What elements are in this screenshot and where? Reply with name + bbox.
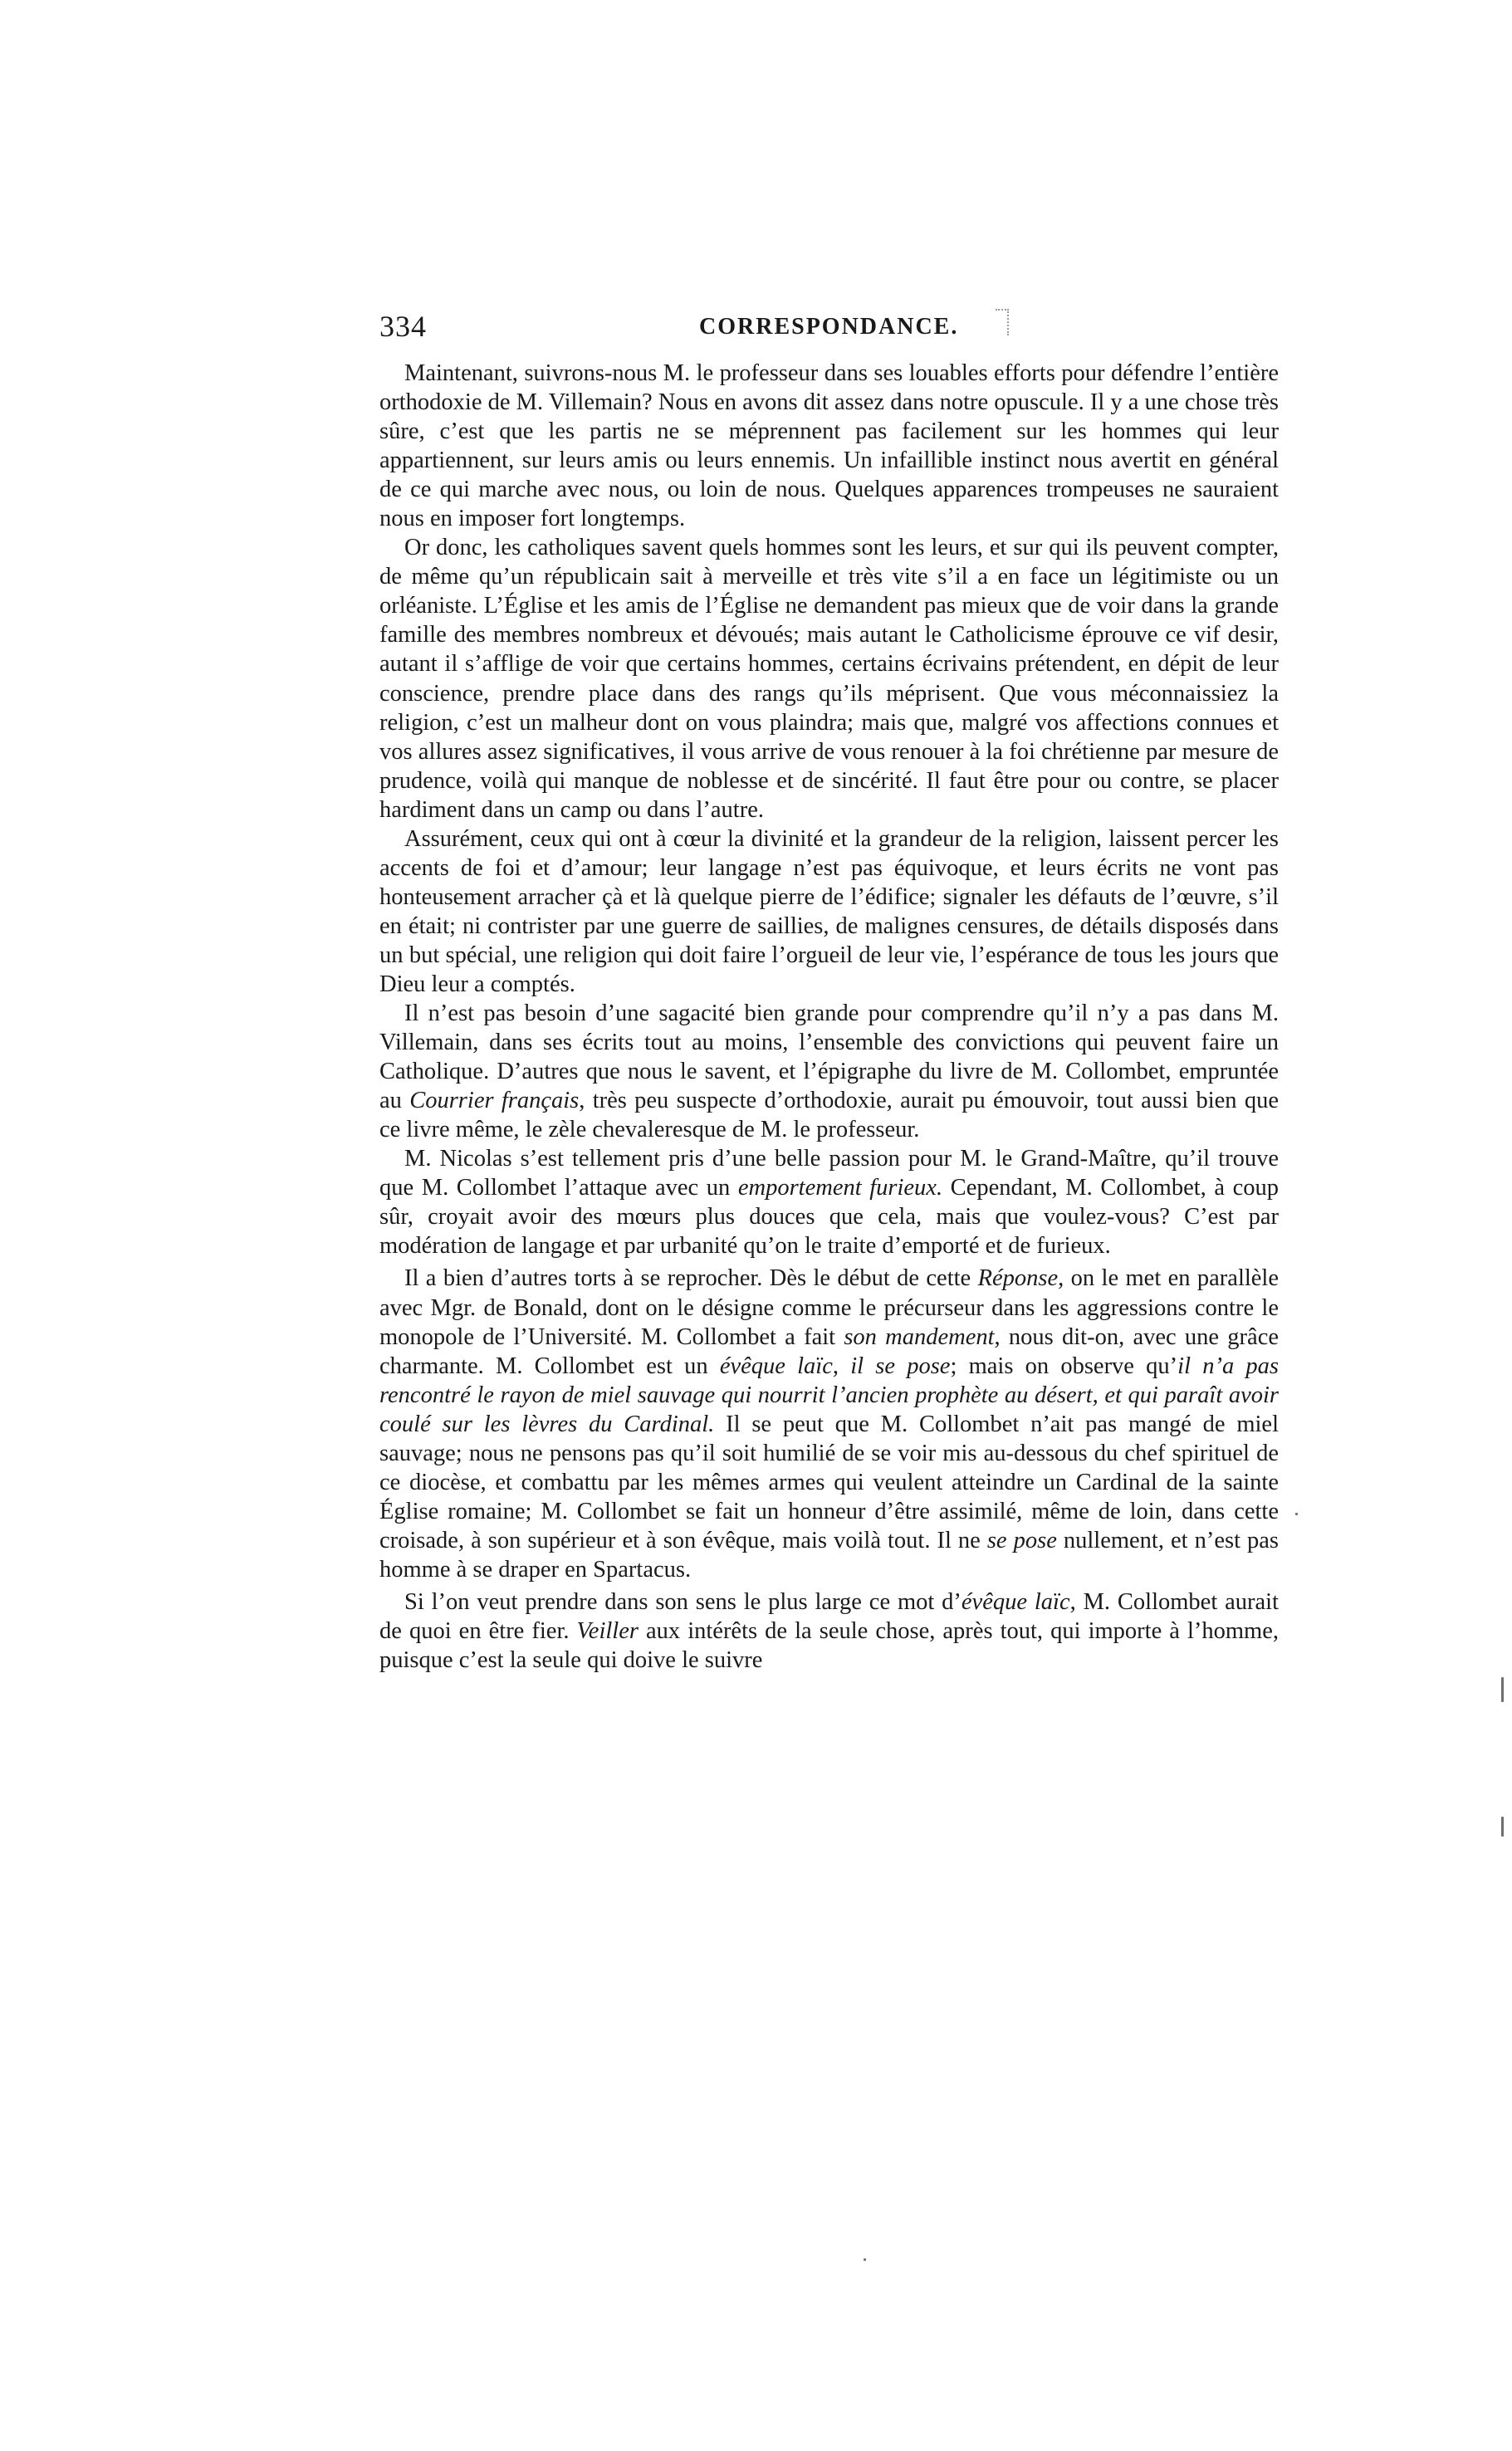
- library-stamp-mark: [996, 309, 1009, 335]
- text-run: ; mais on observe qu’: [950, 1353, 1178, 1379]
- paragraph-5: [379, 1144, 1279, 1260]
- scan-speck: [1501, 1677, 1504, 1702]
- text-run: , nous dit-on, avec une grâce charmante. M. Collombet est un: [379, 1323, 1279, 1379]
- text-run: , on le met en parallèle avec Mgr. de Bonald, dont on le désigne comme le précurseur dans les aggressions contre le monopole de l’Université. M. Collombet a fait: [379, 1265, 1279, 1350]
- paragraph-4: [379, 999, 1279, 1144]
- text-run: Or donc, les catholiques savent quels hommes sont les leurs, et sur qui ils peuvent compter, de même qu’un républicain sait à merveille et très vite s’il a en face un légitimiste ou un orléaniste. L’Église et les amis de l’Église ne demandent pas mieux que de voir dans la grande famille des membres nombreux et dévoués; mais autant le Catholicisme éprouve ce vif desir, autant il s’afflige de voir que certains hommes, certains écrivains prétendent, en dépit de leur conscience, prendre place dans des rangs qu’ils méprisent. Que vous méconnaissiez la religion, c’est un malheur dont on vous plaindra; mais que, malgré vos affections connues et vos allures assez significatives, il vous arrive de vous renouer à la foi chrétienne par mesure de prudence, voilà qui manque de noblesse et de sincérité. Il faut être pour ou contre, se placer hardiment dans un camp ou dans l’autre.: [379, 535, 1279, 823]
- page-header: [379, 309, 1279, 350]
- paragraph-2: [379, 533, 1279, 824]
- italic-quote: il n’a pas rencontré le rayon de miel sauvage qui nourrit l’ancien prophète au désert, et qui paraît avoir coulé sur les lèvres du Cardinal.: [379, 1353, 1280, 1437]
- paragraph-3: [379, 824, 1279, 999]
- text-run: M. Nicolas s’est tellement pris d’une belle passion pour M. le Grand-Maître, qu’il trouve que M. Collombet l’attaque avec un: [379, 1146, 1279, 1201]
- italic-title: Réponse: [977, 1265, 1059, 1292]
- italic-quote: il se pose: [850, 1353, 951, 1379]
- text-run: Il n’est pas besoin d’une sagacité bien grande pour comprendre qu’il n’y a pas dans M. Villemain, dans ses écrits tout au moins, l’ensemble des convictions qui peuvent faire un Catholique. D’autres que nous le savent, et l’épigraphe du livre de M. Collombet, empruntée au: [379, 1000, 1279, 1114]
- italic-title: Courrier français: [409, 1088, 580, 1114]
- paragraph-6: [379, 1264, 1279, 1584]
- paragraph-7: [379, 1588, 1279, 1675]
- italic-word: Veiller: [576, 1618, 639, 1645]
- scan-speck: [864, 2258, 866, 2261]
- italic-quote: emportement furieux.: [737, 1175, 943, 1201]
- text-run: nullement, et n’est pas homme à se draper en Spartacus.: [379, 1527, 1279, 1583]
- text-run: ,: [832, 1353, 851, 1379]
- text-run: Cependant, M. Collombet, à coup sûr, croyait avoir des mœurs plus douces que cela, mais que voulez-vous? C’est par modération de langage et par urbanité qu’on le traite d’emporté et de furieux.: [379, 1175, 1279, 1260]
- italic-quote: évêque laïc: [961, 1588, 1070, 1615]
- italic-quote: évêque laïc: [719, 1353, 833, 1379]
- paragraph-1: [379, 359, 1279, 533]
- text-run: , M. Collombet aurait de quoi en être fier.: [379, 1588, 1279, 1645]
- body-text: [379, 359, 1279, 1675]
- text-run: Assurément, ceux qui ont à cœur la divinité et la grandeur de la religion, laissent percer les accents de foi et d’amour; leur langage n’est pas équivoque, et leurs écrits ne vont pas honteusement arracher çà et là quelque pierre de l’édifice; signaler les défauts de l’œuvre, s’il en était; ni contrister par une guerre de saillies, de malignes censures, de détails disposés dans un but spécial, une religion qui doit faire l’orgueil de leur vie, l’espérance de tous les jours que Dieu leur a comptés.: [379, 825, 1279, 997]
- page-number: 334: [379, 310, 427, 343]
- text-run: Il a bien d’autres torts à se reprocher. Dès le début de cette: [404, 1265, 978, 1292]
- italic-quote: se pose: [986, 1527, 1057, 1553]
- scan-speck: [1501, 1817, 1504, 1837]
- italic-quote: son mandement: [844, 1323, 995, 1350]
- running-head: CORRESPONDANCE.: [699, 314, 959, 340]
- scan-speck: [1295, 1513, 1298, 1515]
- text-run: Si l’on veut prendre dans son sens le plus large ce mot d’: [404, 1588, 962, 1615]
- text-run: , très peu suspecte d’orthodoxie, aurait pu émouvoir, tout aussi bien que ce livre même, le zèle chevaleresque de M. le professeur.: [379, 1088, 1279, 1143]
- text-run: aux intérêts de la seule chose, après tout, qui importe à l’homme, puisque c’est la seule qui doive le suivre: [379, 1618, 1279, 1674]
- text-run: Il se peut que M. Collombet n’ait pas mangé de miel sauvage; nous ne pensons pas qu’il soit humilié de se voir mis au-dessous du chef spirituel de ce diocèse, et combattu par les mêmes armes qui veulent atteindre un Cardinal de la sainte Église romaine; M. Collombet se fait un honneur d’être assimilé, même de loin, dans cette croisade, à son supérieur et à son évêque, mais voilà tout. Il ne: [379, 1411, 1280, 1553]
- text-run: Maintenant, suivrons-nous M. le professeur dans ses louables efforts pour défendre l’entière orthodoxie de M. Villemain? Nous en avons dit assez dans notre opuscule. Il y a une chose très sûre, c’est que les partis ne se méprennent pas facilement sur les hommes qui leur appartiennent, sur leurs amis ou leurs ennemis. Un infaillible instinct nous avertit en général de ce qui marche avec nous, ou loin de nous. Quelques apparences trompeuses ne sauraient nous en imposer fort longtemps.: [379, 360, 1279, 532]
